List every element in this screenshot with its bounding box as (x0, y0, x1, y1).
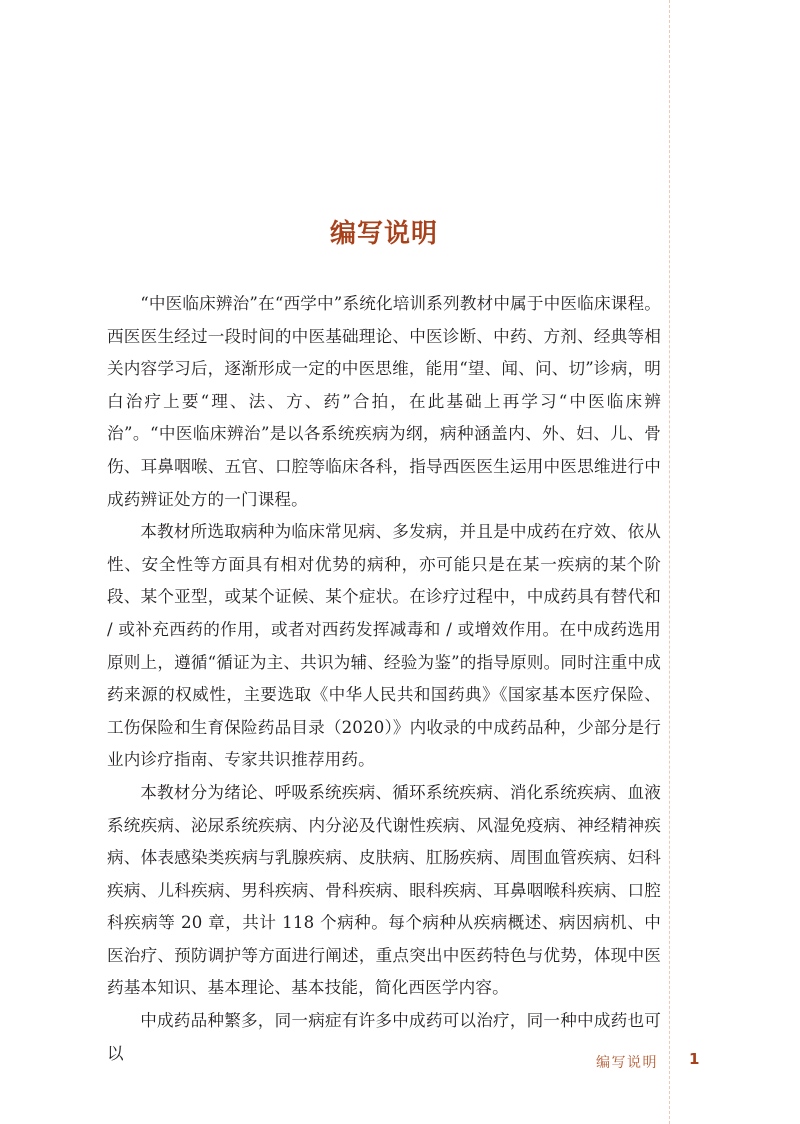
paragraph-intro: “中医临床辨治”在“西学中”系统化培训系列教材中属于中医临床课程。西医医生经过一段时间的中医基础理论、中医诊断、中药、方剂、经典等相关内容学习后，逐渐形成一定的中医思维，能用“望、闻、问、切”诊病，明白治疗上要“理、法、方、药”合拍，在此基础上再学习“中医临床辨治”。“中医临床辨治”是以各系统疾病为纲，病种涵盖内、外、妇、儿、骨伤、耳鼻咽喉、五官、口腔等临床各科，指导西医医生运用中医思维进行中成药辨证处方的一门课程。 (107, 294, 661, 509)
page-number: 1 (689, 1050, 700, 1068)
paragraph-selection-criteria: 本教材所选取病种为临床常见病、多发病，并且是中成药在疗效、依从性、安全性等方面具有相对优势的病种，亦可能只是在某一疾病的某个阶段、某个亚型，或某个证候、某个症状。在诊疗过程中，中成药具有替代和 / 或补充西药的作用，或者对西药发挥减毒和 / 或增效作用。在中成药选用原则上，遵循“循证为主、共识为辅、经验为鉴”的指导原则。同时注重中成药来源的权威性，主要选取《中华人民共和国药典》《国家基本医疗保险、工伤保险和生育保险药品目录（2020）》内收录的中成药品种，少部分是行业内诊疗指南、专家共识推荐用药。 (107, 522, 661, 770)
body-text (107, 288, 661, 1070)
paragraph-medicine-variety: 中成药品种繁多，同一病症有许多中成药可以治疗，同一种中成药也可以 (107, 1011, 661, 1063)
margin-divider-line (669, 0, 670, 1124)
page-footer (0, 1052, 800, 1076)
page-title: 编写说明 (329, 219, 438, 250)
running-title: 编写说明 (596, 1055, 658, 1071)
paragraph-structure: 本教材分为绪论、呼吸系统疾病、循环系统疾病、消化系统疾病、血液系统疾病、泌尿系统疾病、内分泌及代谢性疾病、风湿免疫病、神经精神疾病、体表感染类疾病与乳腺疾病、皮肤病、肛肠疾病、周围血管疾病、妇科疾病、儿科疾病、男科疾病、骨科疾病、眼科疾病、耳鼻咽喉科疾病、口腔科疾病等 20 章，共计 118 个病种。每个病种从疾病概述、病因病机、中医治疗、预防调护等方面进行阐述，重点突出中医药特色与优势，体现中医药基本知识、基本理论、基本技能，简化西医学内容。 (107, 782, 661, 998)
